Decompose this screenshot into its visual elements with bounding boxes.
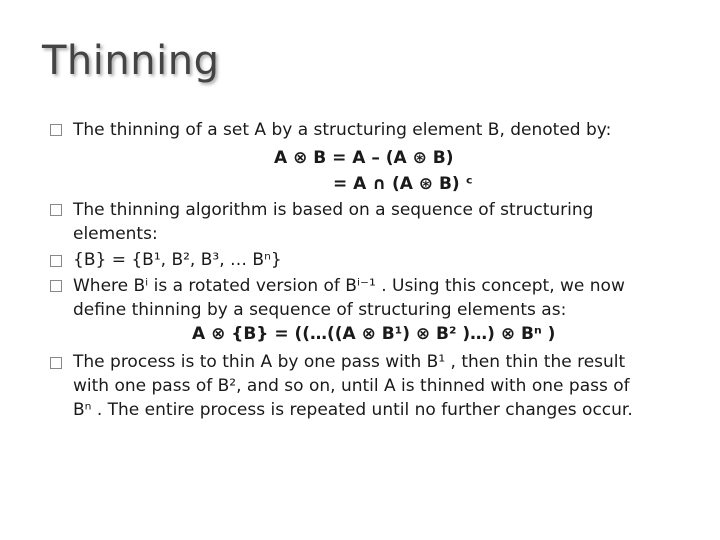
- bullet-icon: [50, 280, 62, 292]
- equation-sequence-thinning: A ⊗ {B} = ((…((A ⊗ B¹) ⊗ B² )…) ⊗ Bⁿ ): [192, 324, 556, 344]
- bullet-icon: [50, 255, 62, 267]
- slide-title: Thinning: [42, 38, 220, 84]
- bullet-icon: [50, 204, 62, 216]
- bullet-text: The thinning algorithm is based on a sequence of structuring: [73, 200, 594, 220]
- bullet-icon: [50, 357, 62, 369]
- bullet-icon: [50, 124, 62, 136]
- bullet-text: The process is to thin A by one pass with B¹ , then thin the result: [73, 352, 626, 372]
- bullet-text-continued: define thinning by a sequence of structuring elements as:: [73, 300, 567, 320]
- bullet-text: Where Bⁱ is a rotated version of Bⁱ⁻¹ . Using this concept, we now: [73, 276, 625, 296]
- bullet-text-continued: Bⁿ . The entire process is repeated until no further changes occur.: [73, 400, 633, 420]
- bullet-text-continued: elements:: [73, 224, 158, 244]
- equation-thinning: A ⊗ B = A – (A ⊛ B): [274, 148, 454, 168]
- bullet-text-continued: with one pass of B², and so on, until A is thinned with one pass of: [73, 376, 630, 396]
- equation-thinning-complement: = A ∩ (A ⊛ B) ᶜ: [333, 174, 473, 194]
- bullet-text: {B} = {B¹, B², B³, … Bⁿ}: [73, 250, 282, 270]
- bullet-text: The thinning of a set A by a structuring element B, denoted by:: [73, 120, 612, 140]
